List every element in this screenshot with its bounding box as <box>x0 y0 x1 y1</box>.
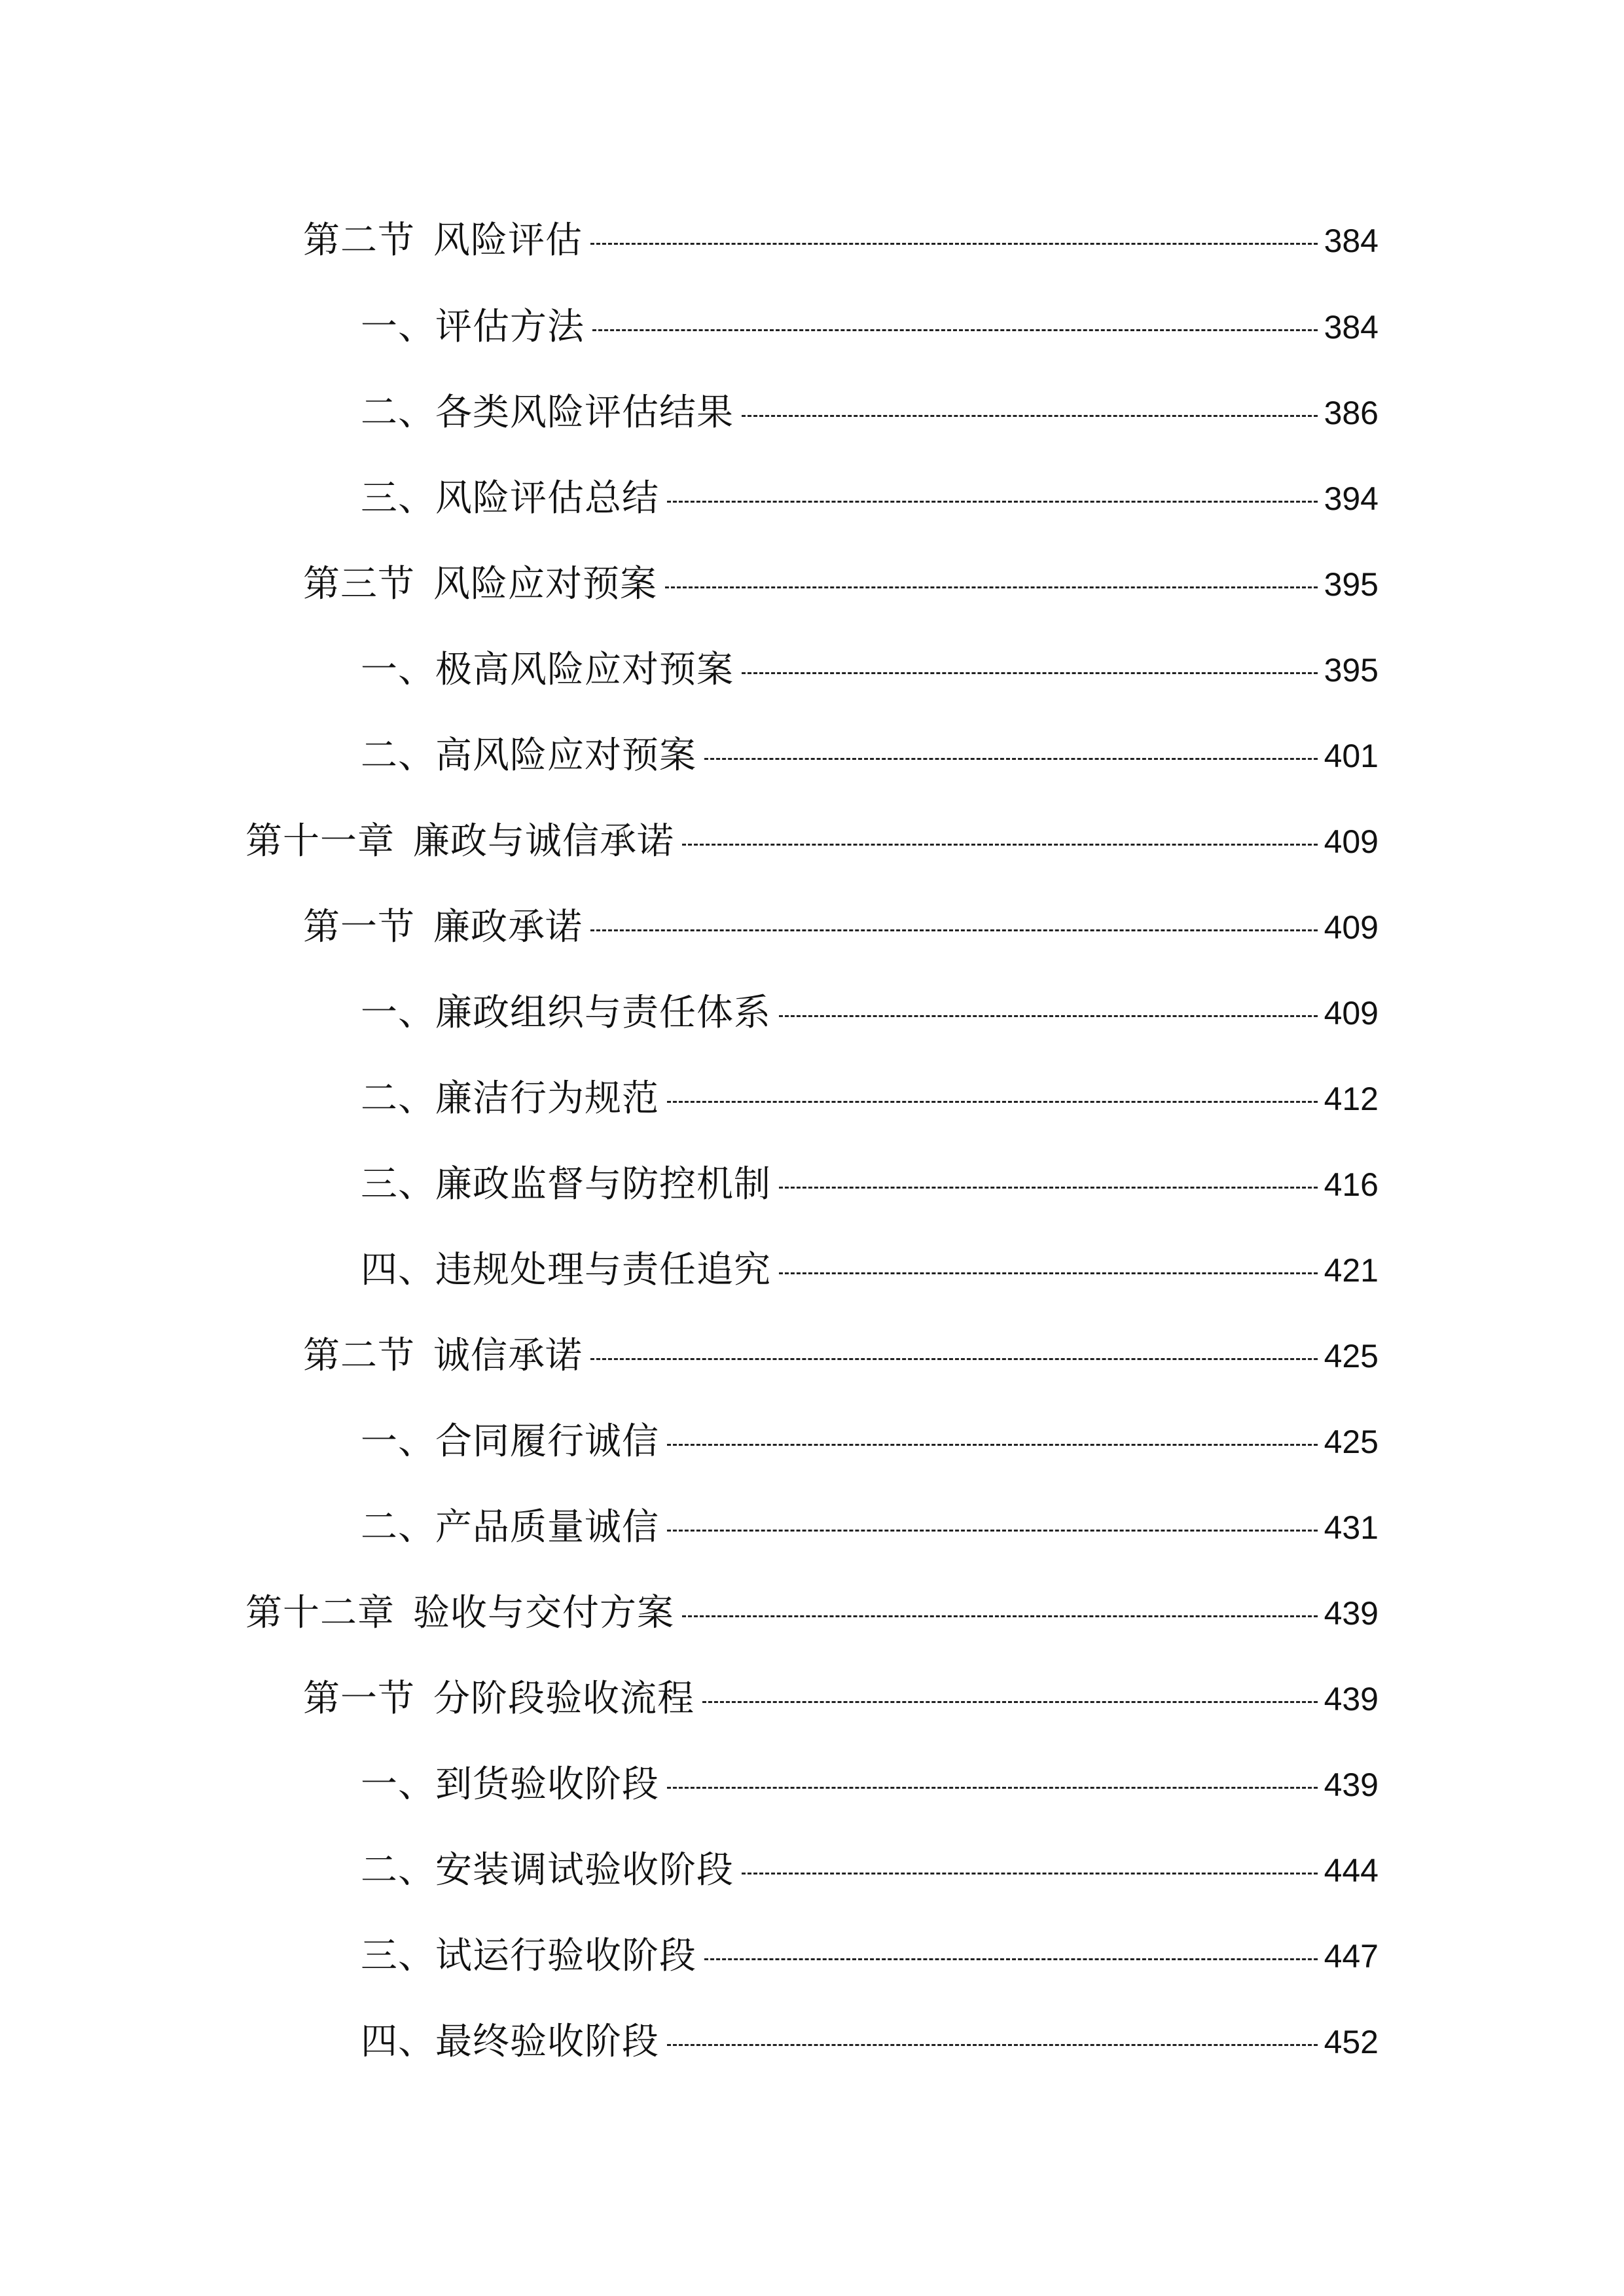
toc-entry[interactable] <box>361 982 1379 1045</box>
toc-entry[interactable] <box>245 810 1379 873</box>
toc-page-number: 425 <box>1324 1424 1379 1460</box>
dot-leader <box>704 758 1318 760</box>
toc-entry-prefix: 第二节 <box>303 219 415 262</box>
toc-entry-title: 二、产品质量诚信 <box>361 1506 659 1549</box>
toc-page-number: 395 <box>1324 652 1379 689</box>
toc-page-number: 439 <box>1324 1681 1379 1717</box>
dot-leader <box>667 2044 1318 2046</box>
toc-entry-title: 四、最终验收阶段 <box>361 2020 659 2063</box>
dot-leader <box>667 1787 1318 1789</box>
dot-leader <box>779 1272 1318 1274</box>
toc-entry-prefix: 第十一章 <box>245 820 395 863</box>
toc-page-number: 401 <box>1324 738 1379 774</box>
toc-entry[interactable] <box>361 1839 1379 1902</box>
toc-page-number: 425 <box>1324 1338 1379 1374</box>
toc-page-number: 416 <box>1324 1166 1379 1203</box>
toc-entry-title <box>303 1325 583 1388</box>
toc-entry[interactable] <box>361 1753 1379 1816</box>
toc-page-number: 447 <box>1324 1938 1379 1975</box>
toc-page-number: 395 <box>1324 566 1379 603</box>
dot-leader <box>667 1530 1318 1532</box>
toc-entry[interactable] <box>303 896 1379 959</box>
toc-entry[interactable] <box>303 1325 1379 1388</box>
toc-entry-text: 风险应对预案 <box>433 563 657 605</box>
toc-page-number: 444 <box>1324 1852 1379 1889</box>
toc-entry[interactable] <box>361 467 1379 530</box>
toc-entry[interactable] <box>361 296 1379 359</box>
toc-entry-title: 一、到货验收阶段 <box>361 1763 659 1806</box>
toc-page-number: 412 <box>1324 1081 1379 1117</box>
toc-entry[interactable] <box>361 382 1379 444</box>
toc-entry-title <box>245 810 674 873</box>
dot-leader <box>592 329 1318 331</box>
toc-entry[interactable] <box>361 639 1379 702</box>
toc-entry-prefix: 第二节 <box>303 1335 415 1377</box>
toc-entry-text: 廉政与诚信承诺 <box>413 820 674 863</box>
toc-entry[interactable] <box>303 1668 1379 1731</box>
toc-page-number: 384 <box>1324 223 1379 259</box>
toc-entry-text: 分阶段验收流程 <box>433 1677 695 1720</box>
toc-entry[interactable] <box>303 209 1379 272</box>
toc-page-number: 409 <box>1324 823 1379 860</box>
dot-leader <box>665 586 1318 588</box>
toc-entry-prefix: 第一节 <box>303 1677 415 1720</box>
toc-entry[interactable] <box>361 1496 1379 1559</box>
toc-entry-title: 四、违规处理与责任追究 <box>361 1249 771 1291</box>
toc-entry-title: 二、安装调试验收阶段 <box>361 1849 734 1892</box>
toc-page-number: 431 <box>1324 1509 1379 1546</box>
toc-page-number: 409 <box>1324 909 1379 946</box>
toc-entry-prefix: 第十二章 <box>245 1592 395 1634</box>
toc-page-number: 394 <box>1324 480 1379 517</box>
dot-leader <box>742 672 1318 674</box>
toc-entry-text: 风险评估 <box>433 219 583 262</box>
toc-entry-title: 二、廉洁行为规范 <box>361 1077 659 1120</box>
dot-leader <box>590 243 1318 245</box>
dot-leader <box>667 1444 1318 1446</box>
toc-entry[interactable] <box>361 1067 1379 1130</box>
toc-entry-prefix: 第三节 <box>303 563 415 605</box>
toc-entry-title: 一、极高风险应对预案 <box>361 649 734 691</box>
dot-leader <box>742 1873 1318 1874</box>
toc-entry[interactable] <box>361 1925 1379 1988</box>
toc-entry-title: 三、风险评估总结 <box>361 477 659 520</box>
toc-entry[interactable] <box>361 1153 1379 1216</box>
toc-entry[interactable] <box>361 2011 1379 2073</box>
toc-entry-title: 二、高风险应对预案 <box>361 734 696 777</box>
dot-leader <box>590 1358 1318 1360</box>
toc-entry-title: 二、各类风险评估结果 <box>361 391 734 434</box>
toc-entry-title: 一、合同履行诚信 <box>361 1420 659 1463</box>
toc-entry-text: 诚信承诺 <box>433 1335 583 1377</box>
toc-entry-title <box>303 553 657 616</box>
toc-page-number: 409 <box>1324 995 1379 1031</box>
toc-entry[interactable] <box>303 553 1379 616</box>
toc-entry-text: 验收与交付方案 <box>413 1592 674 1634</box>
dot-leader <box>682 1615 1318 1617</box>
dot-leader <box>667 1101 1318 1103</box>
toc-entry-title: 三、试运行验收阶段 <box>361 1935 696 1977</box>
toc-entry-title <box>245 1582 674 1645</box>
toc-entry[interactable] <box>245 1582 1379 1645</box>
dot-leader <box>702 1701 1318 1703</box>
toc-page-number: 439 <box>1324 1767 1379 1803</box>
dot-leader <box>742 415 1318 417</box>
toc-page-number: 384 <box>1324 309 1379 346</box>
toc-page-number: 439 <box>1324 1595 1379 1632</box>
dot-leader <box>779 1015 1318 1017</box>
toc-entry-title <box>303 1668 695 1731</box>
toc-entry-title <box>303 209 583 272</box>
toc-entry-title <box>303 896 583 959</box>
toc-entry-title: 三、廉政监督与防控机制 <box>361 1163 771 1206</box>
toc-entry-text: 廉政承诺 <box>433 906 583 948</box>
toc-page-number: 421 <box>1324 1252 1379 1289</box>
toc-entry-title: 一、廉政组织与责任体系 <box>361 992 771 1034</box>
dot-leader <box>779 1187 1318 1189</box>
dot-leader <box>704 1958 1318 1960</box>
toc-entry[interactable] <box>361 725 1379 787</box>
toc-page-number: 452 <box>1324 2024 1379 2060</box>
toc-entry-title: 一、评估方法 <box>361 306 585 348</box>
dot-leader <box>682 844 1318 846</box>
toc-entry[interactable] <box>361 1410 1379 1473</box>
toc-entry[interactable] <box>361 1239 1379 1302</box>
toc-page-number: 386 <box>1324 395 1379 431</box>
dot-leader <box>590 929 1318 931</box>
toc-entry-prefix: 第一节 <box>303 906 415 948</box>
dot-leader <box>667 501 1318 503</box>
